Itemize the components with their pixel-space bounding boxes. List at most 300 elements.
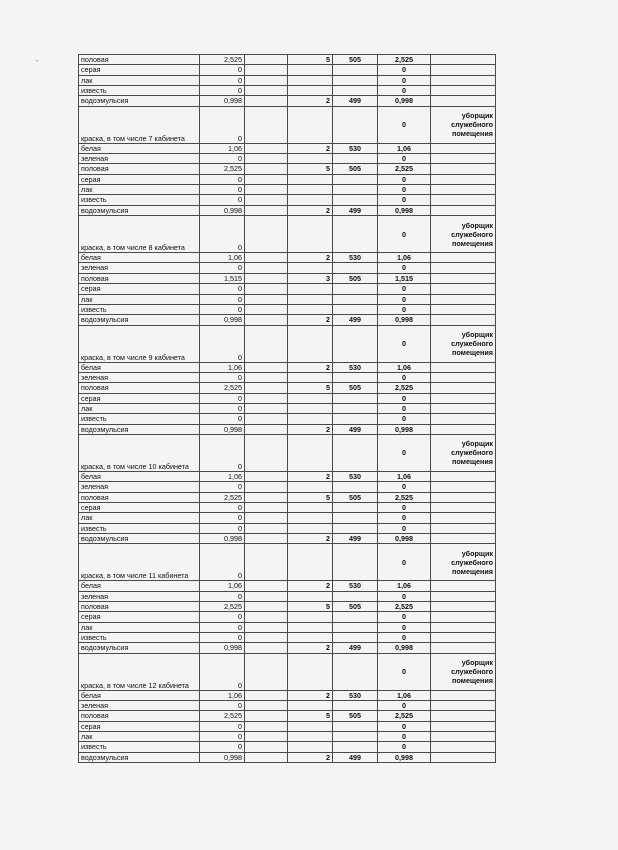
quantity-cell: 0 bbox=[200, 106, 245, 143]
quantity-cell: 0 bbox=[200, 403, 245, 413]
empty-cell bbox=[245, 752, 288, 762]
empty-cell bbox=[245, 263, 288, 273]
count-cell bbox=[288, 482, 333, 492]
item-name-cell: водоэмульсия bbox=[79, 96, 200, 106]
total-cell: 0,998 bbox=[378, 205, 431, 215]
price-cell bbox=[333, 185, 378, 195]
quantity-cell: 2,525 bbox=[200, 711, 245, 721]
table-row bbox=[79, 263, 496, 273]
item-name-cell: водоэмульсия bbox=[79, 315, 200, 325]
price-cell bbox=[333, 513, 378, 523]
total-cell: 1,06 bbox=[378, 362, 431, 372]
empty-cell bbox=[245, 284, 288, 294]
empty-cell bbox=[245, 591, 288, 601]
item-name-cell: белая bbox=[79, 362, 200, 372]
table-row bbox=[79, 513, 496, 523]
item-name-cell: белая bbox=[79, 143, 200, 153]
count-cell: 5 bbox=[288, 492, 333, 502]
price-cell bbox=[333, 742, 378, 752]
empty-cell bbox=[245, 653, 288, 690]
responsible-cell bbox=[431, 253, 496, 263]
total-cell: 0 bbox=[378, 263, 431, 273]
empty-cell bbox=[245, 403, 288, 413]
empty-cell bbox=[245, 315, 288, 325]
table-row bbox=[79, 482, 496, 492]
count-cell bbox=[288, 612, 333, 622]
price-cell bbox=[333, 325, 378, 362]
price-cell bbox=[333, 544, 378, 581]
count-cell bbox=[288, 721, 333, 731]
item-name-cell: половая bbox=[79, 602, 200, 612]
total-cell: 2,525 bbox=[378, 383, 431, 393]
empty-cell bbox=[245, 534, 288, 544]
item-name-cell: краска, в том числе 7 кабинета bbox=[79, 106, 200, 143]
responsible-cell bbox=[431, 424, 496, 434]
quantity-cell: 0 bbox=[200, 372, 245, 382]
total-cell: 0,998 bbox=[378, 96, 431, 106]
price-cell: 499 bbox=[333, 205, 378, 215]
price-cell: 505 bbox=[333, 602, 378, 612]
table-row bbox=[79, 471, 496, 481]
count-cell bbox=[288, 544, 333, 581]
empty-cell bbox=[245, 294, 288, 304]
item-name-cell: лак bbox=[79, 403, 200, 413]
price-cell: 530 bbox=[333, 362, 378, 372]
table-row bbox=[79, 284, 496, 294]
responsible-cell bbox=[431, 164, 496, 174]
quantity-cell: 1,06 bbox=[200, 690, 245, 700]
responsible-cell bbox=[431, 273, 496, 283]
table-row bbox=[79, 742, 496, 752]
responsible-cell bbox=[431, 581, 496, 591]
quantity-cell: 0,998 bbox=[200, 643, 245, 653]
empty-cell bbox=[245, 633, 288, 643]
price-cell bbox=[333, 633, 378, 643]
empty-cell bbox=[245, 273, 288, 283]
empty-cell bbox=[245, 721, 288, 731]
quantity-cell: 0,998 bbox=[200, 424, 245, 434]
responsible-cell bbox=[431, 284, 496, 294]
responsible-cell bbox=[431, 96, 496, 106]
empty-cell bbox=[245, 55, 288, 65]
table-row bbox=[79, 372, 496, 382]
total-cell: 0 bbox=[378, 75, 431, 85]
table-row bbox=[79, 612, 496, 622]
total-cell: 1,06 bbox=[378, 143, 431, 153]
total-cell: 0 bbox=[378, 294, 431, 304]
quantity-cell: 0,998 bbox=[200, 205, 245, 215]
quantity-cell: 0,998 bbox=[200, 534, 245, 544]
count-cell bbox=[288, 653, 333, 690]
count-cell: 2 bbox=[288, 581, 333, 591]
quantity-cell: 0 bbox=[200, 65, 245, 75]
item-name-cell: лак bbox=[79, 75, 200, 85]
item-name-cell: краска, в том числе 11 кабинета bbox=[79, 544, 200, 581]
quantity-cell: 0,998 bbox=[200, 96, 245, 106]
total-cell: 0 bbox=[378, 106, 431, 143]
quantity-cell: 1,06 bbox=[200, 362, 245, 372]
responsible-cell bbox=[431, 403, 496, 413]
empty-cell bbox=[245, 185, 288, 195]
item-name-cell: водоэмульсия bbox=[79, 205, 200, 215]
price-cell bbox=[333, 701, 378, 711]
section-header-row bbox=[79, 544, 496, 581]
quantity-cell: 0,998 bbox=[200, 315, 245, 325]
empty-cell bbox=[245, 143, 288, 153]
price-cell bbox=[333, 721, 378, 731]
count-cell: 2 bbox=[288, 424, 333, 434]
total-cell: 2,525 bbox=[378, 711, 431, 721]
empty-cell bbox=[245, 424, 288, 434]
responsible-cell bbox=[431, 174, 496, 184]
responsible-cell bbox=[431, 294, 496, 304]
responsible-cell bbox=[431, 75, 496, 85]
table-row bbox=[79, 424, 496, 434]
quantity-cell: 0 bbox=[200, 294, 245, 304]
price-cell bbox=[333, 523, 378, 533]
total-cell: 0,998 bbox=[378, 315, 431, 325]
item-name-cell: белая bbox=[79, 471, 200, 481]
table-row bbox=[79, 602, 496, 612]
item-name-cell: краска, в том числе 9 кабинета bbox=[79, 325, 200, 362]
responsible-cell bbox=[431, 414, 496, 424]
item-name-cell: половая bbox=[79, 492, 200, 502]
quantity-cell: 0 bbox=[200, 174, 245, 184]
quantity-cell: 1,06 bbox=[200, 581, 245, 591]
price-cell bbox=[333, 612, 378, 622]
empty-cell bbox=[245, 523, 288, 533]
quantity-cell: 0 bbox=[200, 482, 245, 492]
table-row bbox=[79, 195, 496, 205]
total-cell: 1,06 bbox=[378, 471, 431, 481]
count-cell bbox=[288, 732, 333, 742]
item-name-cell: зеленая bbox=[79, 701, 200, 711]
count-cell: 2 bbox=[288, 96, 333, 106]
total-cell: 0 bbox=[378, 216, 431, 253]
total-cell: 0 bbox=[378, 434, 431, 471]
responsible-cell bbox=[431, 263, 496, 273]
count-cell: 2 bbox=[288, 471, 333, 481]
count-cell bbox=[288, 195, 333, 205]
price-cell: 499 bbox=[333, 96, 378, 106]
empty-cell bbox=[245, 414, 288, 424]
responsible-cell bbox=[431, 492, 496, 502]
table-row bbox=[79, 362, 496, 372]
item-name-cell: лак bbox=[79, 622, 200, 632]
total-cell: 0 bbox=[378, 622, 431, 632]
price-cell: 499 bbox=[333, 752, 378, 762]
total-cell: 1,06 bbox=[378, 690, 431, 700]
price-cell: 530 bbox=[333, 581, 378, 591]
quantity-cell: 0 bbox=[200, 612, 245, 622]
price-cell bbox=[333, 591, 378, 601]
page-mark: - bbox=[36, 58, 39, 65]
item-name-cell: лак bbox=[79, 513, 200, 523]
item-name-cell: серая bbox=[79, 284, 200, 294]
total-cell: 0 bbox=[378, 304, 431, 314]
empty-cell bbox=[245, 581, 288, 591]
section-header-row bbox=[79, 434, 496, 471]
price-cell: 505 bbox=[333, 383, 378, 393]
count-cell: 5 bbox=[288, 711, 333, 721]
responsible-cell bbox=[431, 643, 496, 653]
quantity-cell: 0 bbox=[200, 304, 245, 314]
responsible-cell bbox=[431, 471, 496, 481]
item-name-cell: серая bbox=[79, 174, 200, 184]
quantity-cell: 0,998 bbox=[200, 752, 245, 762]
empty-cell bbox=[245, 732, 288, 742]
responsible-cell bbox=[431, 711, 496, 721]
total-cell: 0 bbox=[378, 732, 431, 742]
empty-cell bbox=[245, 304, 288, 314]
count-cell: 5 bbox=[288, 55, 333, 65]
empty-cell bbox=[245, 434, 288, 471]
item-name-cell: известь bbox=[79, 414, 200, 424]
quantity-cell: 0 bbox=[200, 216, 245, 253]
empty-cell bbox=[245, 154, 288, 164]
total-cell: 0 bbox=[378, 653, 431, 690]
table-row bbox=[79, 75, 496, 85]
total-cell: 0 bbox=[378, 523, 431, 533]
count-cell bbox=[288, 591, 333, 601]
quantity-cell: 0 bbox=[200, 653, 245, 690]
quantity-cell: 0 bbox=[200, 591, 245, 601]
total-cell: 0,998 bbox=[378, 752, 431, 762]
total-cell: 0 bbox=[378, 86, 431, 96]
inventory-table-body bbox=[79, 55, 496, 763]
count-cell: 2 bbox=[288, 643, 333, 653]
total-cell: 0 bbox=[378, 195, 431, 205]
count-cell: 2 bbox=[288, 205, 333, 215]
empty-cell bbox=[245, 622, 288, 632]
empty-cell bbox=[245, 492, 288, 502]
count-cell bbox=[288, 325, 333, 362]
price-cell bbox=[333, 304, 378, 314]
count-cell bbox=[288, 154, 333, 164]
quantity-cell: 0 bbox=[200, 434, 245, 471]
table-row bbox=[79, 721, 496, 731]
total-cell: 0 bbox=[378, 513, 431, 523]
responsible-cell bbox=[431, 205, 496, 215]
responsible-cell: уборщик служебного помещения bbox=[431, 544, 496, 581]
quantity-cell: 0 bbox=[200, 195, 245, 205]
item-name-cell: зеленая bbox=[79, 372, 200, 382]
total-cell: 0 bbox=[378, 482, 431, 492]
quantity-cell: 0 bbox=[200, 622, 245, 632]
table-row bbox=[79, 253, 496, 263]
item-name-cell: серая bbox=[79, 721, 200, 731]
price-cell bbox=[333, 434, 378, 471]
quantity-cell: 0 bbox=[200, 75, 245, 85]
price-cell bbox=[333, 372, 378, 382]
count-cell bbox=[288, 75, 333, 85]
responsible-cell bbox=[431, 383, 496, 393]
price-cell: 505 bbox=[333, 164, 378, 174]
responsible-cell bbox=[431, 315, 496, 325]
count-cell: 2 bbox=[288, 143, 333, 153]
total-cell: 0 bbox=[378, 403, 431, 413]
item-name-cell: половая bbox=[79, 55, 200, 65]
count-cell: 2 bbox=[288, 690, 333, 700]
responsible-cell: уборщик служебного помещения bbox=[431, 653, 496, 690]
table-row bbox=[79, 581, 496, 591]
count-cell bbox=[288, 701, 333, 711]
count-cell: 2 bbox=[288, 362, 333, 372]
count-cell bbox=[288, 393, 333, 403]
table-row bbox=[79, 96, 496, 106]
item-name-cell: водоэмульсия bbox=[79, 534, 200, 544]
table-row bbox=[79, 315, 496, 325]
total-cell: 0 bbox=[378, 174, 431, 184]
count-cell bbox=[288, 372, 333, 382]
price-cell bbox=[333, 403, 378, 413]
item-name-cell: водоэмульсия bbox=[79, 752, 200, 762]
count-cell bbox=[288, 502, 333, 512]
responsible-cell bbox=[431, 393, 496, 403]
empty-cell bbox=[245, 742, 288, 752]
quantity-cell: 0 bbox=[200, 284, 245, 294]
total-cell: 0 bbox=[378, 154, 431, 164]
section-header-row bbox=[79, 325, 496, 362]
table-row bbox=[79, 154, 496, 164]
item-name-cell: зеленая bbox=[79, 154, 200, 164]
table-row bbox=[79, 273, 496, 283]
empty-cell bbox=[245, 325, 288, 362]
quantity-cell: 0 bbox=[200, 393, 245, 403]
item-name-cell: известь bbox=[79, 195, 200, 205]
quantity-cell: 0 bbox=[200, 523, 245, 533]
count-cell bbox=[288, 284, 333, 294]
quantity-cell: 0 bbox=[200, 263, 245, 273]
quantity-cell: 0 bbox=[200, 721, 245, 731]
price-cell bbox=[333, 284, 378, 294]
item-name-cell: лак bbox=[79, 732, 200, 742]
total-cell: 1,06 bbox=[378, 581, 431, 591]
empty-cell bbox=[245, 205, 288, 215]
count-cell: 2 bbox=[288, 315, 333, 325]
item-name-cell: половая bbox=[79, 711, 200, 721]
count-cell bbox=[288, 403, 333, 413]
empty-cell bbox=[245, 602, 288, 612]
count-cell bbox=[288, 65, 333, 75]
price-cell bbox=[333, 482, 378, 492]
item-name-cell: известь bbox=[79, 523, 200, 533]
quantity-cell: 2,525 bbox=[200, 383, 245, 393]
price-cell bbox=[333, 263, 378, 273]
price-cell: 499 bbox=[333, 424, 378, 434]
quantity-cell: 2,525 bbox=[200, 164, 245, 174]
price-cell: 530 bbox=[333, 471, 378, 481]
item-name-cell: белая bbox=[79, 253, 200, 263]
quantity-cell: 1,515 bbox=[200, 273, 245, 283]
quantity-cell: 0 bbox=[200, 633, 245, 643]
responsible-cell: уборщик служебного помещения bbox=[431, 216, 496, 253]
item-name-cell: краска, в том числе 12 кабинета bbox=[79, 653, 200, 690]
responsible-cell bbox=[431, 622, 496, 632]
responsible-cell: уборщик служебного помещения bbox=[431, 325, 496, 362]
count-cell: 2 bbox=[288, 253, 333, 263]
table-row bbox=[79, 414, 496, 424]
table-row bbox=[79, 174, 496, 184]
responsible-cell bbox=[431, 721, 496, 731]
count-cell bbox=[288, 434, 333, 471]
price-cell bbox=[333, 65, 378, 75]
table-row bbox=[79, 534, 496, 544]
empty-cell bbox=[245, 372, 288, 382]
price-cell bbox=[333, 86, 378, 96]
table-row bbox=[79, 65, 496, 75]
price-cell: 505 bbox=[333, 711, 378, 721]
item-name-cell: лак bbox=[79, 185, 200, 195]
price-cell: 530 bbox=[333, 690, 378, 700]
price-cell bbox=[333, 106, 378, 143]
count-cell: 5 bbox=[288, 164, 333, 174]
responsible-cell: уборщик служебного помещения bbox=[431, 434, 496, 471]
table-row bbox=[79, 86, 496, 96]
empty-cell bbox=[245, 711, 288, 721]
responsible-cell bbox=[431, 362, 496, 372]
item-name-cell: серая bbox=[79, 502, 200, 512]
empty-cell bbox=[245, 393, 288, 403]
total-cell: 2,525 bbox=[378, 602, 431, 612]
price-cell bbox=[333, 75, 378, 85]
item-name-cell: известь bbox=[79, 742, 200, 752]
table-row bbox=[79, 55, 496, 65]
quantity-cell: 0 bbox=[200, 742, 245, 752]
count-cell: 2 bbox=[288, 534, 333, 544]
total-cell: 0 bbox=[378, 65, 431, 75]
count-cell bbox=[288, 294, 333, 304]
count-cell bbox=[288, 523, 333, 533]
table-row bbox=[79, 701, 496, 711]
item-name-cell: половая bbox=[79, 164, 200, 174]
table-row bbox=[79, 591, 496, 601]
price-cell: 499 bbox=[333, 315, 378, 325]
count-cell bbox=[288, 106, 333, 143]
quantity-cell: 2,525 bbox=[200, 492, 245, 502]
total-cell: 0 bbox=[378, 701, 431, 711]
total-cell: 0 bbox=[378, 742, 431, 752]
quantity-cell: 0 bbox=[200, 86, 245, 96]
responsible-cell bbox=[431, 195, 496, 205]
item-name-cell: зеленая bbox=[79, 482, 200, 492]
table-row bbox=[79, 523, 496, 533]
item-name-cell: серая bbox=[79, 612, 200, 622]
empty-cell bbox=[245, 106, 288, 143]
count-cell bbox=[288, 263, 333, 273]
responsible-cell bbox=[431, 55, 496, 65]
total-cell: 0 bbox=[378, 502, 431, 512]
price-cell bbox=[333, 154, 378, 164]
price-cell bbox=[333, 414, 378, 424]
responsible-cell bbox=[431, 154, 496, 164]
item-name-cell: зеленая bbox=[79, 263, 200, 273]
quantity-cell: 0 bbox=[200, 732, 245, 742]
count-cell bbox=[288, 513, 333, 523]
price-cell: 530 bbox=[333, 253, 378, 263]
item-name-cell: серая bbox=[79, 65, 200, 75]
table-row bbox=[79, 502, 496, 512]
table-row bbox=[79, 393, 496, 403]
quantity-cell: 0 bbox=[200, 701, 245, 711]
responsible-cell bbox=[431, 752, 496, 762]
count-cell bbox=[288, 414, 333, 424]
total-cell: 2,525 bbox=[378, 55, 431, 65]
item-name-cell: известь bbox=[79, 304, 200, 314]
item-name-cell: белая bbox=[79, 690, 200, 700]
quantity-cell: 0 bbox=[200, 154, 245, 164]
count-cell bbox=[288, 742, 333, 752]
